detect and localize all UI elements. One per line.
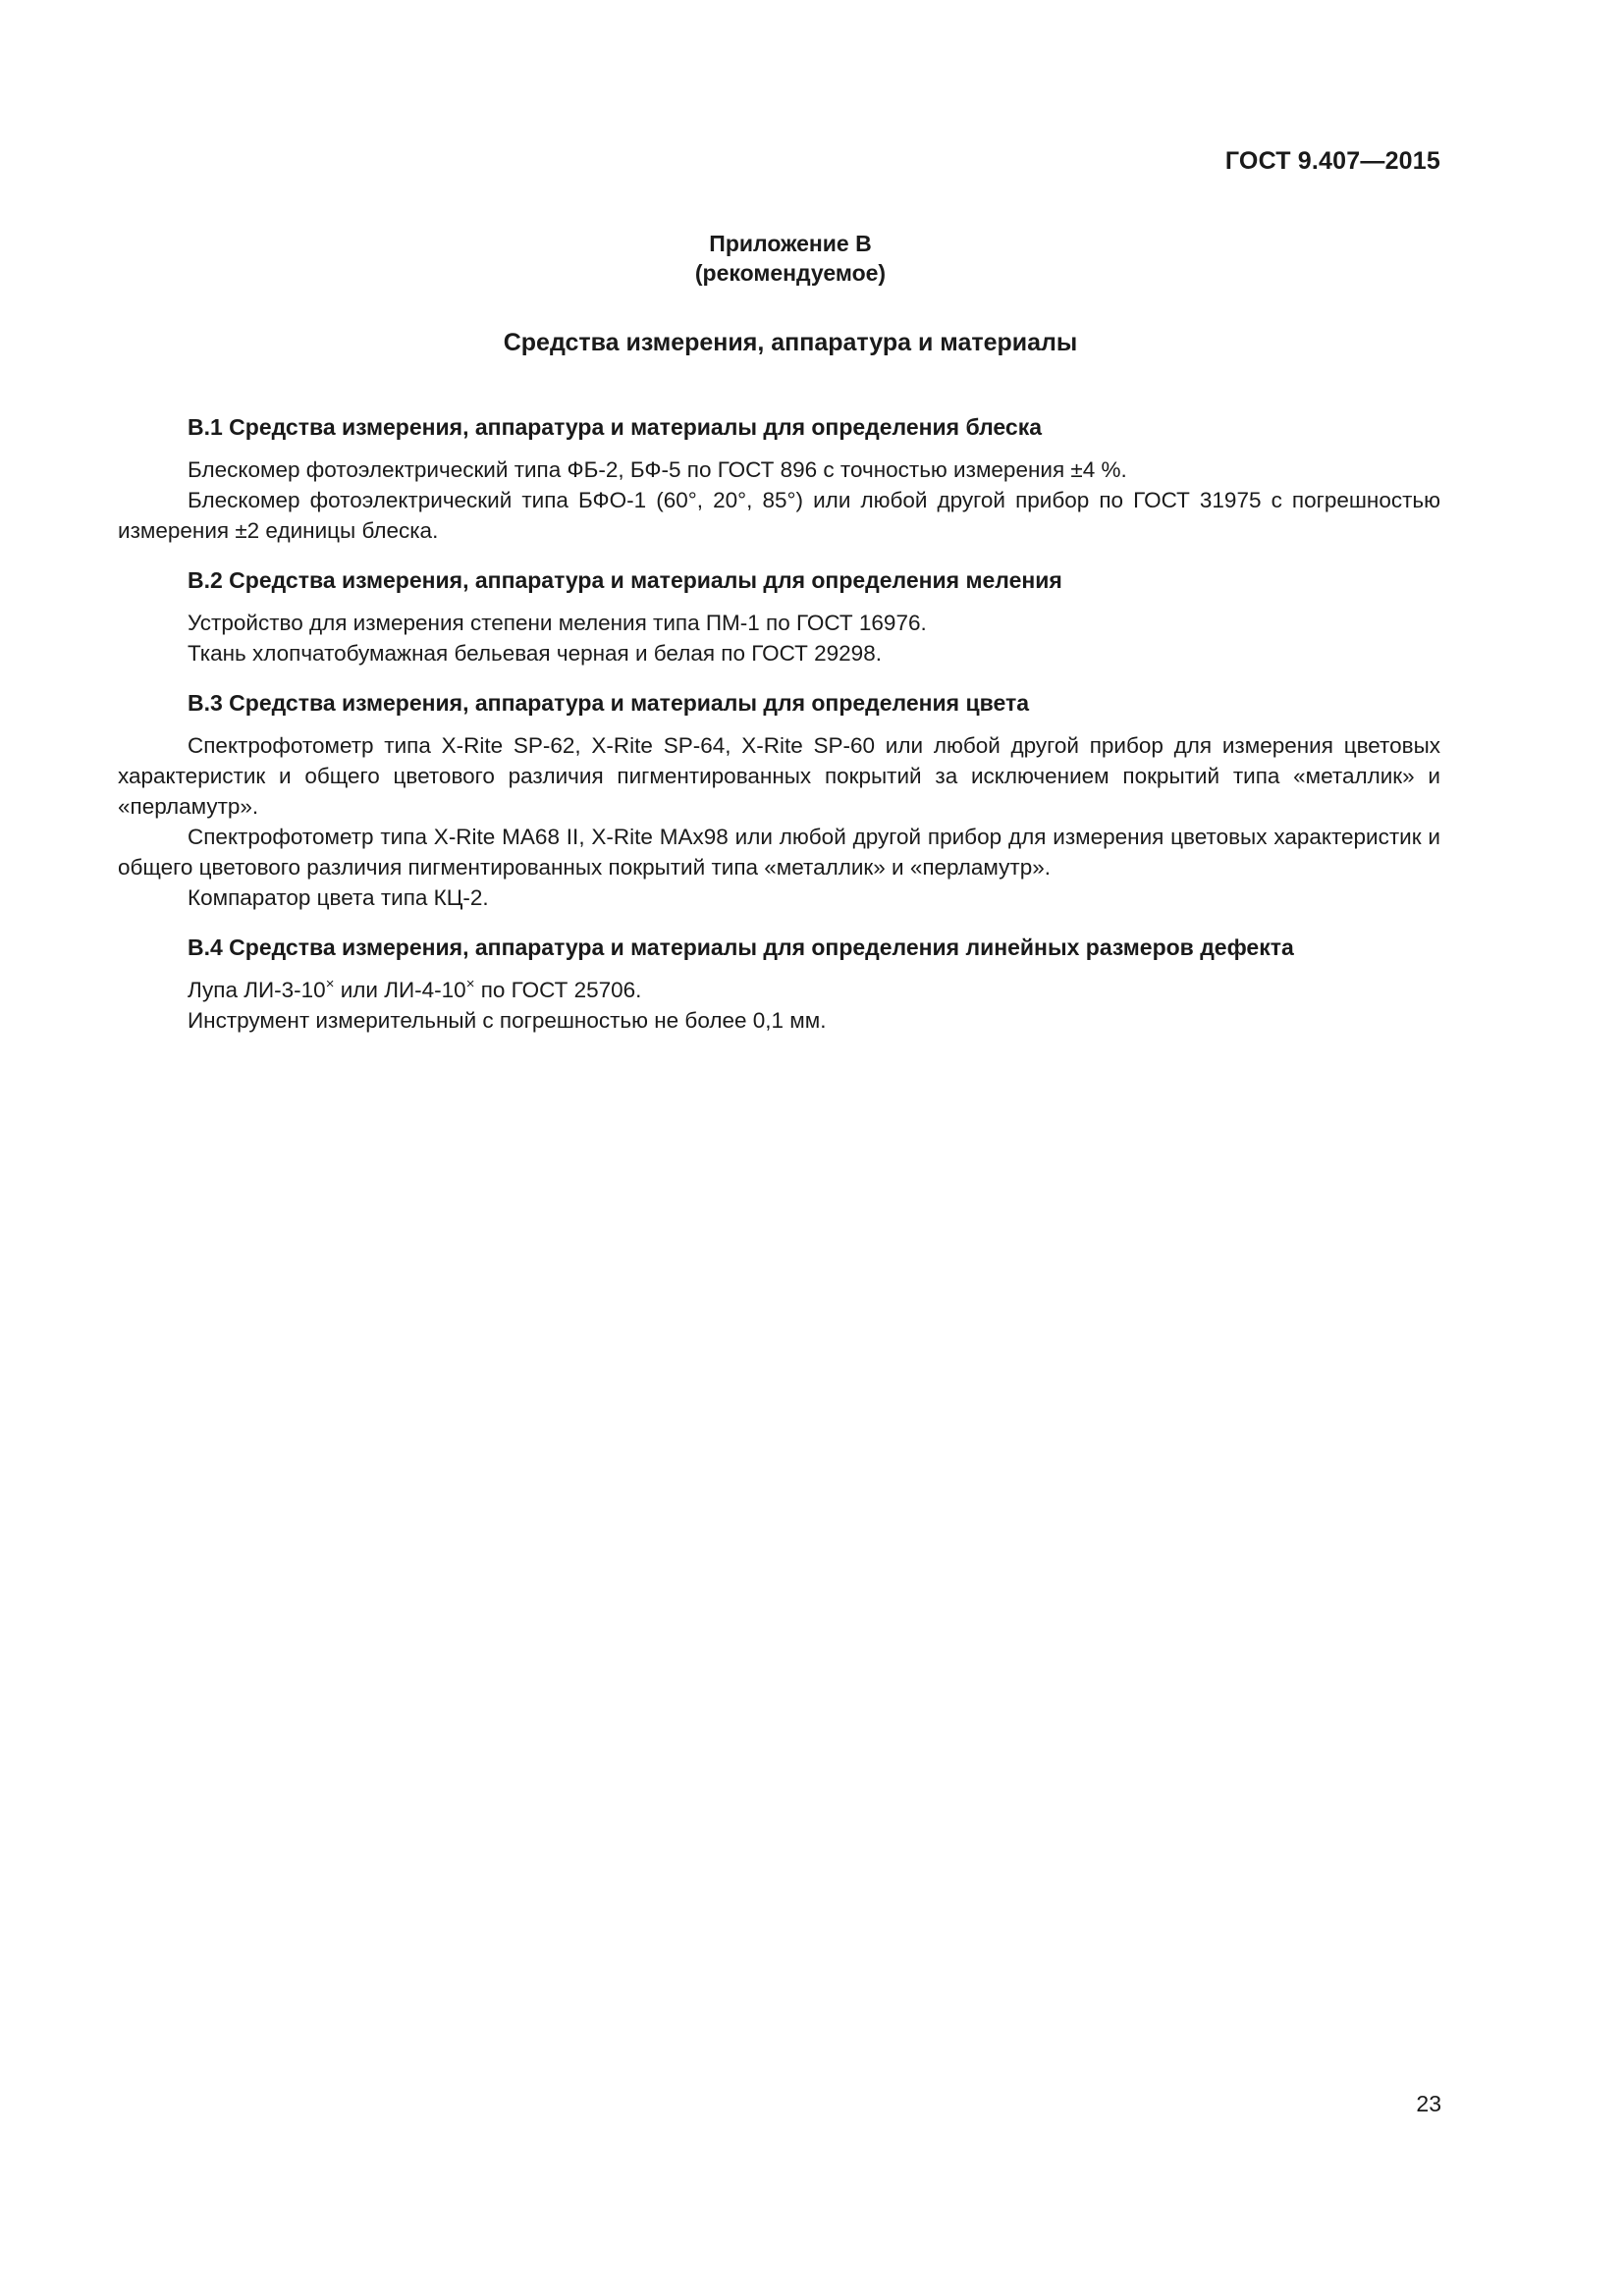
document-code: ГОСТ 9.407—2015 xyxy=(1224,147,1440,175)
section-b1 xyxy=(118,412,1440,546)
loupe-text-1: Лупа ЛИ-3-10 xyxy=(188,978,326,1002)
paragraph: Ткань хлопчатобумажная бельевая черная и белая по ГОСТ 29298. xyxy=(188,641,882,666)
paragraph: Спектрофотометр типа X-Rite MA68 II, X-Rite MAx98 или любой другой прибор для измерения цветовых характеристик и общего цветового различия пигментированных покрытий типа «металлик» и «перламутр». xyxy=(118,825,1440,880)
paragraph: Инструмент измерительный с погрешностью не более 0,1 мм. xyxy=(188,1008,827,1033)
paragraph: Компаратор цвета типа КЦ-2. xyxy=(188,885,489,910)
section-b3 xyxy=(118,688,1440,913)
paragraph: Спектрофотометр типа X-Rite SP-62, X-Rite SP-64, X-Rite SP-60 или любой другой прибор для измерения цветовых характеристик и общего цветового различия пигментированных покрытий за исключением покрытий типа «металлик» и «перламутр». xyxy=(118,733,1440,819)
section-b4 xyxy=(118,933,1440,1036)
paragraph: Устройство для измерения степени меления типа ПМ-1 по ГОСТ 16976. xyxy=(188,611,927,635)
appendix-status: (рекомендуемое) xyxy=(694,260,887,286)
page-number: 23 xyxy=(1416,2091,1441,2116)
magnification-mark: × xyxy=(325,976,335,992)
paragraph: Блескомер фотоэлектрический типа БФО-1 (60°, 20°, 85°) или любой другой прибор по ГОСТ 31975 с погрешностью измерения ±2 единицы блеска. xyxy=(118,488,1440,543)
magnification-mark: × xyxy=(465,976,475,992)
document-body xyxy=(118,412,1440,1055)
page-title: Средства измерения, аппаратура и материалы xyxy=(503,329,1078,356)
appendix-label: Приложение В xyxy=(709,231,872,256)
appendix-block xyxy=(0,229,1581,288)
loupe-text-2: или ЛИ-4-10 xyxy=(334,978,466,1002)
section-heading: В.1 Средства измерения, аппаратура и материалы для определения блеска xyxy=(188,414,1043,440)
section-b2 xyxy=(118,565,1440,668)
paragraph: Блескомер фотоэлектрический типа ФБ-2, БФ-5 по ГОСТ 896 с точностью измерения ±4 %. xyxy=(188,457,1127,482)
section-heading: В.3 Средства измерения, аппаратура и материалы для определения цвета xyxy=(188,690,1030,716)
loupe-text-3: по ГОСТ 25706. xyxy=(474,978,642,1002)
paragraph-loupe xyxy=(118,975,1440,1005)
section-heading: В.4 Средства измерения, аппаратура и материалы для определения линейных размеров дефекта xyxy=(188,934,1294,960)
section-heading: В.2 Средства измерения, аппаратура и материалы для определения меления xyxy=(188,567,1062,593)
